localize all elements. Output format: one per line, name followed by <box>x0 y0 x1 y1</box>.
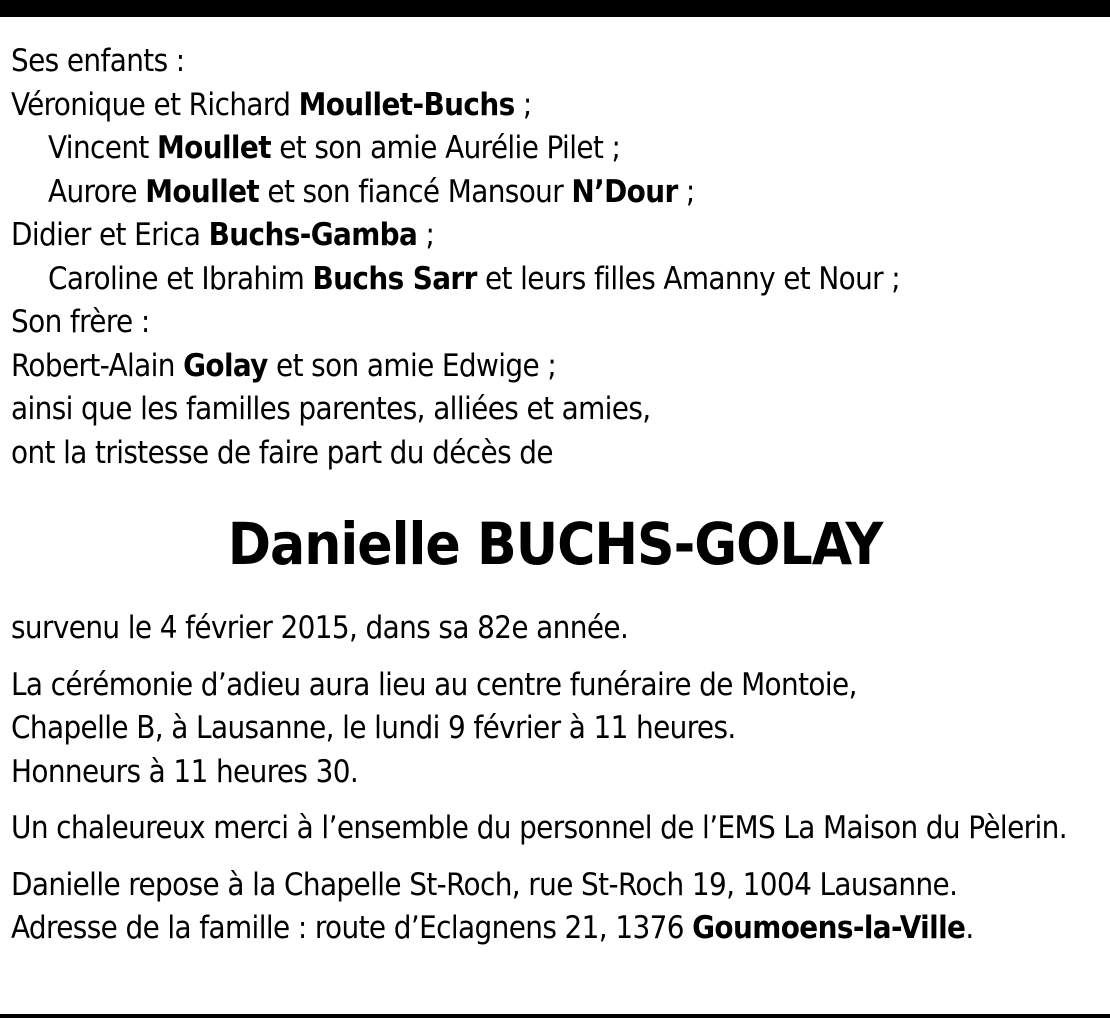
rest-block <box>11 864 1099 951</box>
family-name: Moullet <box>145 173 260 210</box>
family-line-5: Caroline et Ibrahim Buchs Sarr et leurs filles Amanny et Nour ; <box>48 260 901 297</box>
family-line-8: ont la tristesse de faire part du décès de <box>11 434 553 471</box>
thanks-paragraph: Un chaleureux merci à l’ensemble du personnel de l’EMS La Maison du Pèlerin. <box>11 810 1067 846</box>
family-line-6: Robert-Alain Golay et son amie Edwige ; <box>11 347 557 384</box>
top-border-rule <box>0 0 1110 17</box>
rest-line-2: Adresse de la famille : route d’Eclagnens 21, 1376 Goumoens-la-Ville. <box>11 910 974 946</box>
family-line-2: Vincent Moullet et son amie Aurélie Pilet ; <box>48 130 621 166</box>
family-name: Golay <box>183 347 268 384</box>
ceremony-line-2: Chapelle B, à Lausanne, le lundi 9 février à 11 heures. <box>11 710 736 746</box>
family-line-4: Didier et Erica Buchs-Gamba ; <box>11 217 435 253</box>
deceased-name: Danielle BUCHS-GOLAY <box>227 510 883 578</box>
town-name: Goumoens-la-Ville <box>692 910 966 946</box>
family-name: N’Dour <box>571 173 678 210</box>
family-line-3: Aurore Moullet et son fiancé Mansour N’Dour ; <box>48 173 695 210</box>
ceremony-line-1: La cérémonie d’adieu aura lieu au centre funéraire de Montoie, <box>11 666 857 703</box>
bottom-border-rule <box>0 1014 1110 1018</box>
ceremony-block <box>11 664 1099 795</box>
family-line-1: Véronique et Richard Moullet-Buchs ; <box>11 86 532 123</box>
children-label: Ses enfants : <box>11 43 185 79</box>
ceremony-line-3: Honneurs à 11 heures 30. <box>11 753 359 790</box>
brother-label: Son frère : <box>11 304 150 340</box>
obituary-text <box>11 40 1099 951</box>
family-name: Moullet <box>156 130 271 166</box>
family-name: Buchs-Gamba <box>208 217 418 253</box>
rest-line-1: Danielle repose à la Chapelle St-Roch, rue St-Roch 19, 1004 Lausanne. <box>11 866 958 903</box>
family-name: Moullet-Buchs <box>298 86 515 123</box>
family-name: Buchs Sarr <box>312 260 477 297</box>
death-info: survenu le 4 février 2015, dans sa 82e année. <box>11 610 629 646</box>
family-line-7: ainsi que les familles parentes, alliées et amies, <box>11 391 651 427</box>
